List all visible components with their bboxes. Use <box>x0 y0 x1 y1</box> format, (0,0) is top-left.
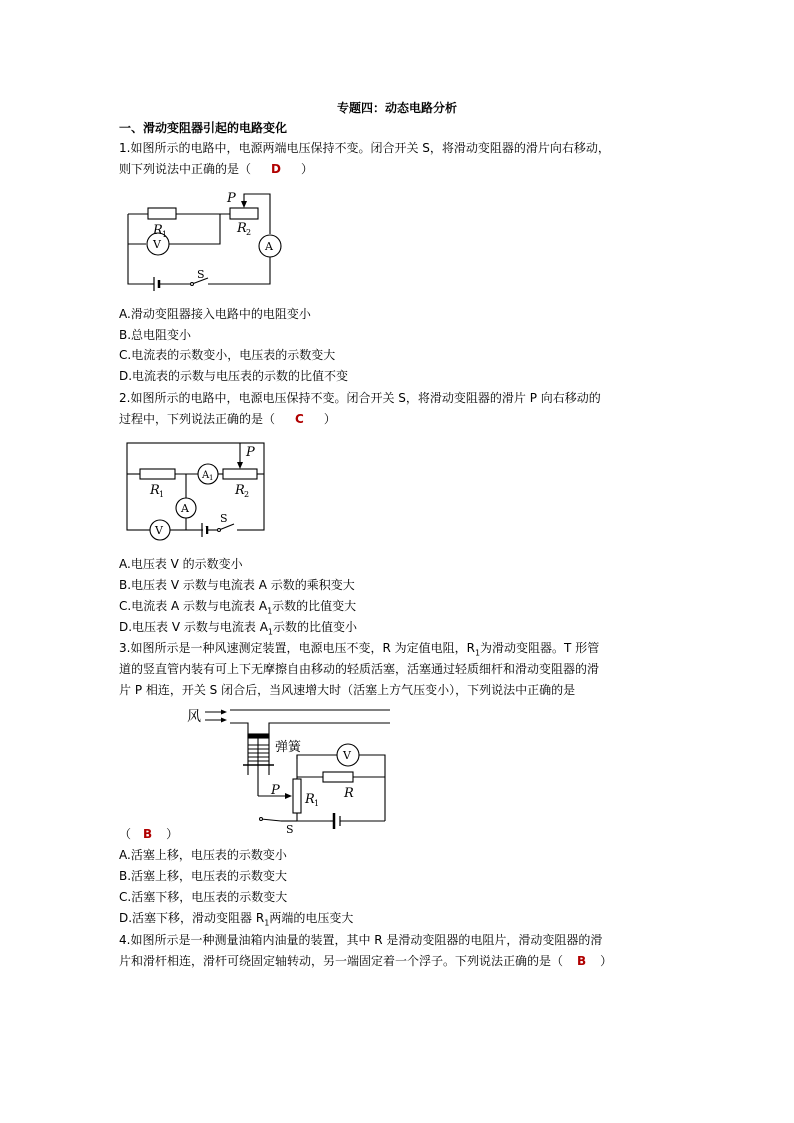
q3-label-p: P <box>271 783 280 798</box>
q3-option-c: C.活塞下移，电压表的示数变大 <box>119 890 288 904</box>
q1-circuit-diagram <box>120 186 295 301</box>
q1-voltmeter-label: V <box>153 238 161 251</box>
q3-option-a: A.活塞上移，电压表的示数变小 <box>119 848 287 862</box>
q3-stem-line1-tail: 为滑动变阻器。T 形管 <box>480 641 600 655</box>
q3-stem-line1 <box>119 641 599 660</box>
q4-answer: B <box>577 954 587 968</box>
q2-ammeter1-sub: 1 <box>209 474 214 482</box>
section-heading: 一、滑动变阻器引起的电路变化 <box>119 121 288 135</box>
q1-stem-line1: 1.如图所示的电路中，电源两端电压保持不变。闭合开关 S，将滑动变阻器的滑片向右移动， <box>119 141 610 155</box>
q3-answer: B <box>143 827 153 841</box>
q2-voltmeter-label: V <box>155 524 163 537</box>
q4-stem-line1: 4.如图所示是一种测量油箱内油量的装置，其中 R 是滑动变阻器的电阻片，滑动变阻器的滑 <box>119 933 603 947</box>
q2-label-r1: R <box>150 483 160 498</box>
q2-circuit-diagram <box>120 438 270 538</box>
q2-label-r1-sub: 1 <box>159 490 165 499</box>
document-title: 专题四：动态电路分析 <box>336 101 457 115</box>
q2-ammeter-label: A <box>181 502 189 515</box>
q1-label-r1: R <box>153 223 163 238</box>
q1-answer: D <box>271 162 281 176</box>
q4-stem-close: ） <box>600 954 613 968</box>
q3-answer-line <box>119 827 178 841</box>
q2-option-d-text: D.电压表 V 示数与电流表 A <box>119 620 268 634</box>
q1-stem-text: 则下列说法中正确的是（ <box>119 162 252 176</box>
q3-label-r: R <box>344 786 354 801</box>
q3-stem-line3: 片 P 相连，开关 S 闭合后，当风速增大时（活塞上方气压变小），下列说法中正确的是 <box>119 683 576 697</box>
q2-option-c <box>119 599 356 618</box>
q1-label-r2: R <box>237 221 247 236</box>
q2-option-d-sub: 1 <box>267 627 274 637</box>
q2-label-r2-sub: 2 <box>244 490 250 499</box>
q2-option-c-tail: 示数的比值变大 <box>272 599 357 613</box>
q3-label-r1-sub: 1 <box>314 799 320 808</box>
q2-option-d <box>119 620 357 639</box>
q1-option-a: A.滑动变阻器接入电路中的电阻变小 <box>119 307 311 321</box>
q3-switch-label: S <box>286 823 294 836</box>
q3-wind-speed-diagram <box>185 703 395 836</box>
q2-label-r2: R <box>235 483 245 498</box>
q3-option-b: B.活塞上移，电压表的示数变大 <box>119 869 288 883</box>
q2-option-d-tail: 示数的比值变小 <box>273 620 358 634</box>
q1-slider-arrow-icon <box>241 201 247 208</box>
q1-option-b: B.总电阻变小 <box>119 328 192 342</box>
q3-option-d-tail: 两端的电压变大 <box>269 911 354 925</box>
q2-answer: C <box>295 412 304 426</box>
q2-label-p: P <box>246 445 255 460</box>
q2-switch-label: S <box>220 512 228 525</box>
q4-stem-text: 片和滑杆相连，滑杆可绕固定轴转动，另一端固定着一个浮子。下列说法正确的是（ <box>119 954 564 968</box>
q3-label-r1: R <box>305 792 315 807</box>
q3-option-d-text: D.活塞下移，滑动变阻器 R <box>119 911 265 925</box>
q2-stem-text: 过程中，下列说法正确的是（ <box>119 412 276 426</box>
q3-wind-arrow-icon-2 <box>221 718 227 723</box>
q2-slider-arrow-icon <box>237 462 243 469</box>
q3-option-d-sub: 1 <box>264 918 270 928</box>
q1-switch-label: S <box>197 268 205 281</box>
q3-wind-arrow-icon <box>221 710 227 715</box>
q1-stem-line2 <box>119 162 313 176</box>
q1-option-c: C.电流表的示数变小，电压表的示数变大 <box>119 348 336 362</box>
q1-option-d: D.电流表的示数与电压表的示数的比值不变 <box>119 369 349 383</box>
q1-label-r1-sub: 1 <box>162 230 168 239</box>
q2-stem-line2 <box>119 412 336 426</box>
q2-option-a: A.电压表 V 的示数变小 <box>119 557 243 571</box>
q2-stem-line1: 2.如图所示的电路中，电源电压保持不变。闭合开关 S，将滑动变阻器的滑片 P 向右移动的 <box>119 391 601 405</box>
q2-option-b: B.电压表 V 示数与电流表 A 示数的乘积变大 <box>119 578 355 592</box>
q1-ammeter-label: A <box>265 240 273 253</box>
q3-stem-line1-sub: 1 <box>474 648 481 658</box>
q2-stem-close: ） <box>323 412 336 426</box>
q3-stem-line1-text: 3.如图所示是一种风速测定装置，电源电压不变，R 为定值电阻，R <box>119 641 475 655</box>
q3-voltmeter-label: V <box>343 749 351 762</box>
q2-option-c-sub: 1 <box>267 606 273 616</box>
q4-stem-line2 <box>119 954 612 968</box>
q3-option-d <box>119 911 353 930</box>
q1-label-p: P <box>227 191 236 206</box>
q3-slider-arrow-icon <box>285 793 292 799</box>
q3-answer-close: ） <box>166 827 179 841</box>
q3-stem-line2: 道的竖直管内装有可上下无摩擦自由移动的轻质活塞，活塞通过轻质细杆和滑动变阻器的滑 <box>119 662 600 676</box>
q3-spring-label: 弹簧 <box>275 740 302 755</box>
q2-ammeter1-label: A <box>202 470 210 481</box>
q3-answer-open: （ <box>119 827 132 841</box>
q1-label-r2-sub: 2 <box>246 228 252 237</box>
q1-stem-close: ） <box>300 162 313 176</box>
q3-wind-label: 风 <box>187 709 201 725</box>
q2-option-c-text: C.电流表 A 示数与电流表 A <box>119 599 268 613</box>
